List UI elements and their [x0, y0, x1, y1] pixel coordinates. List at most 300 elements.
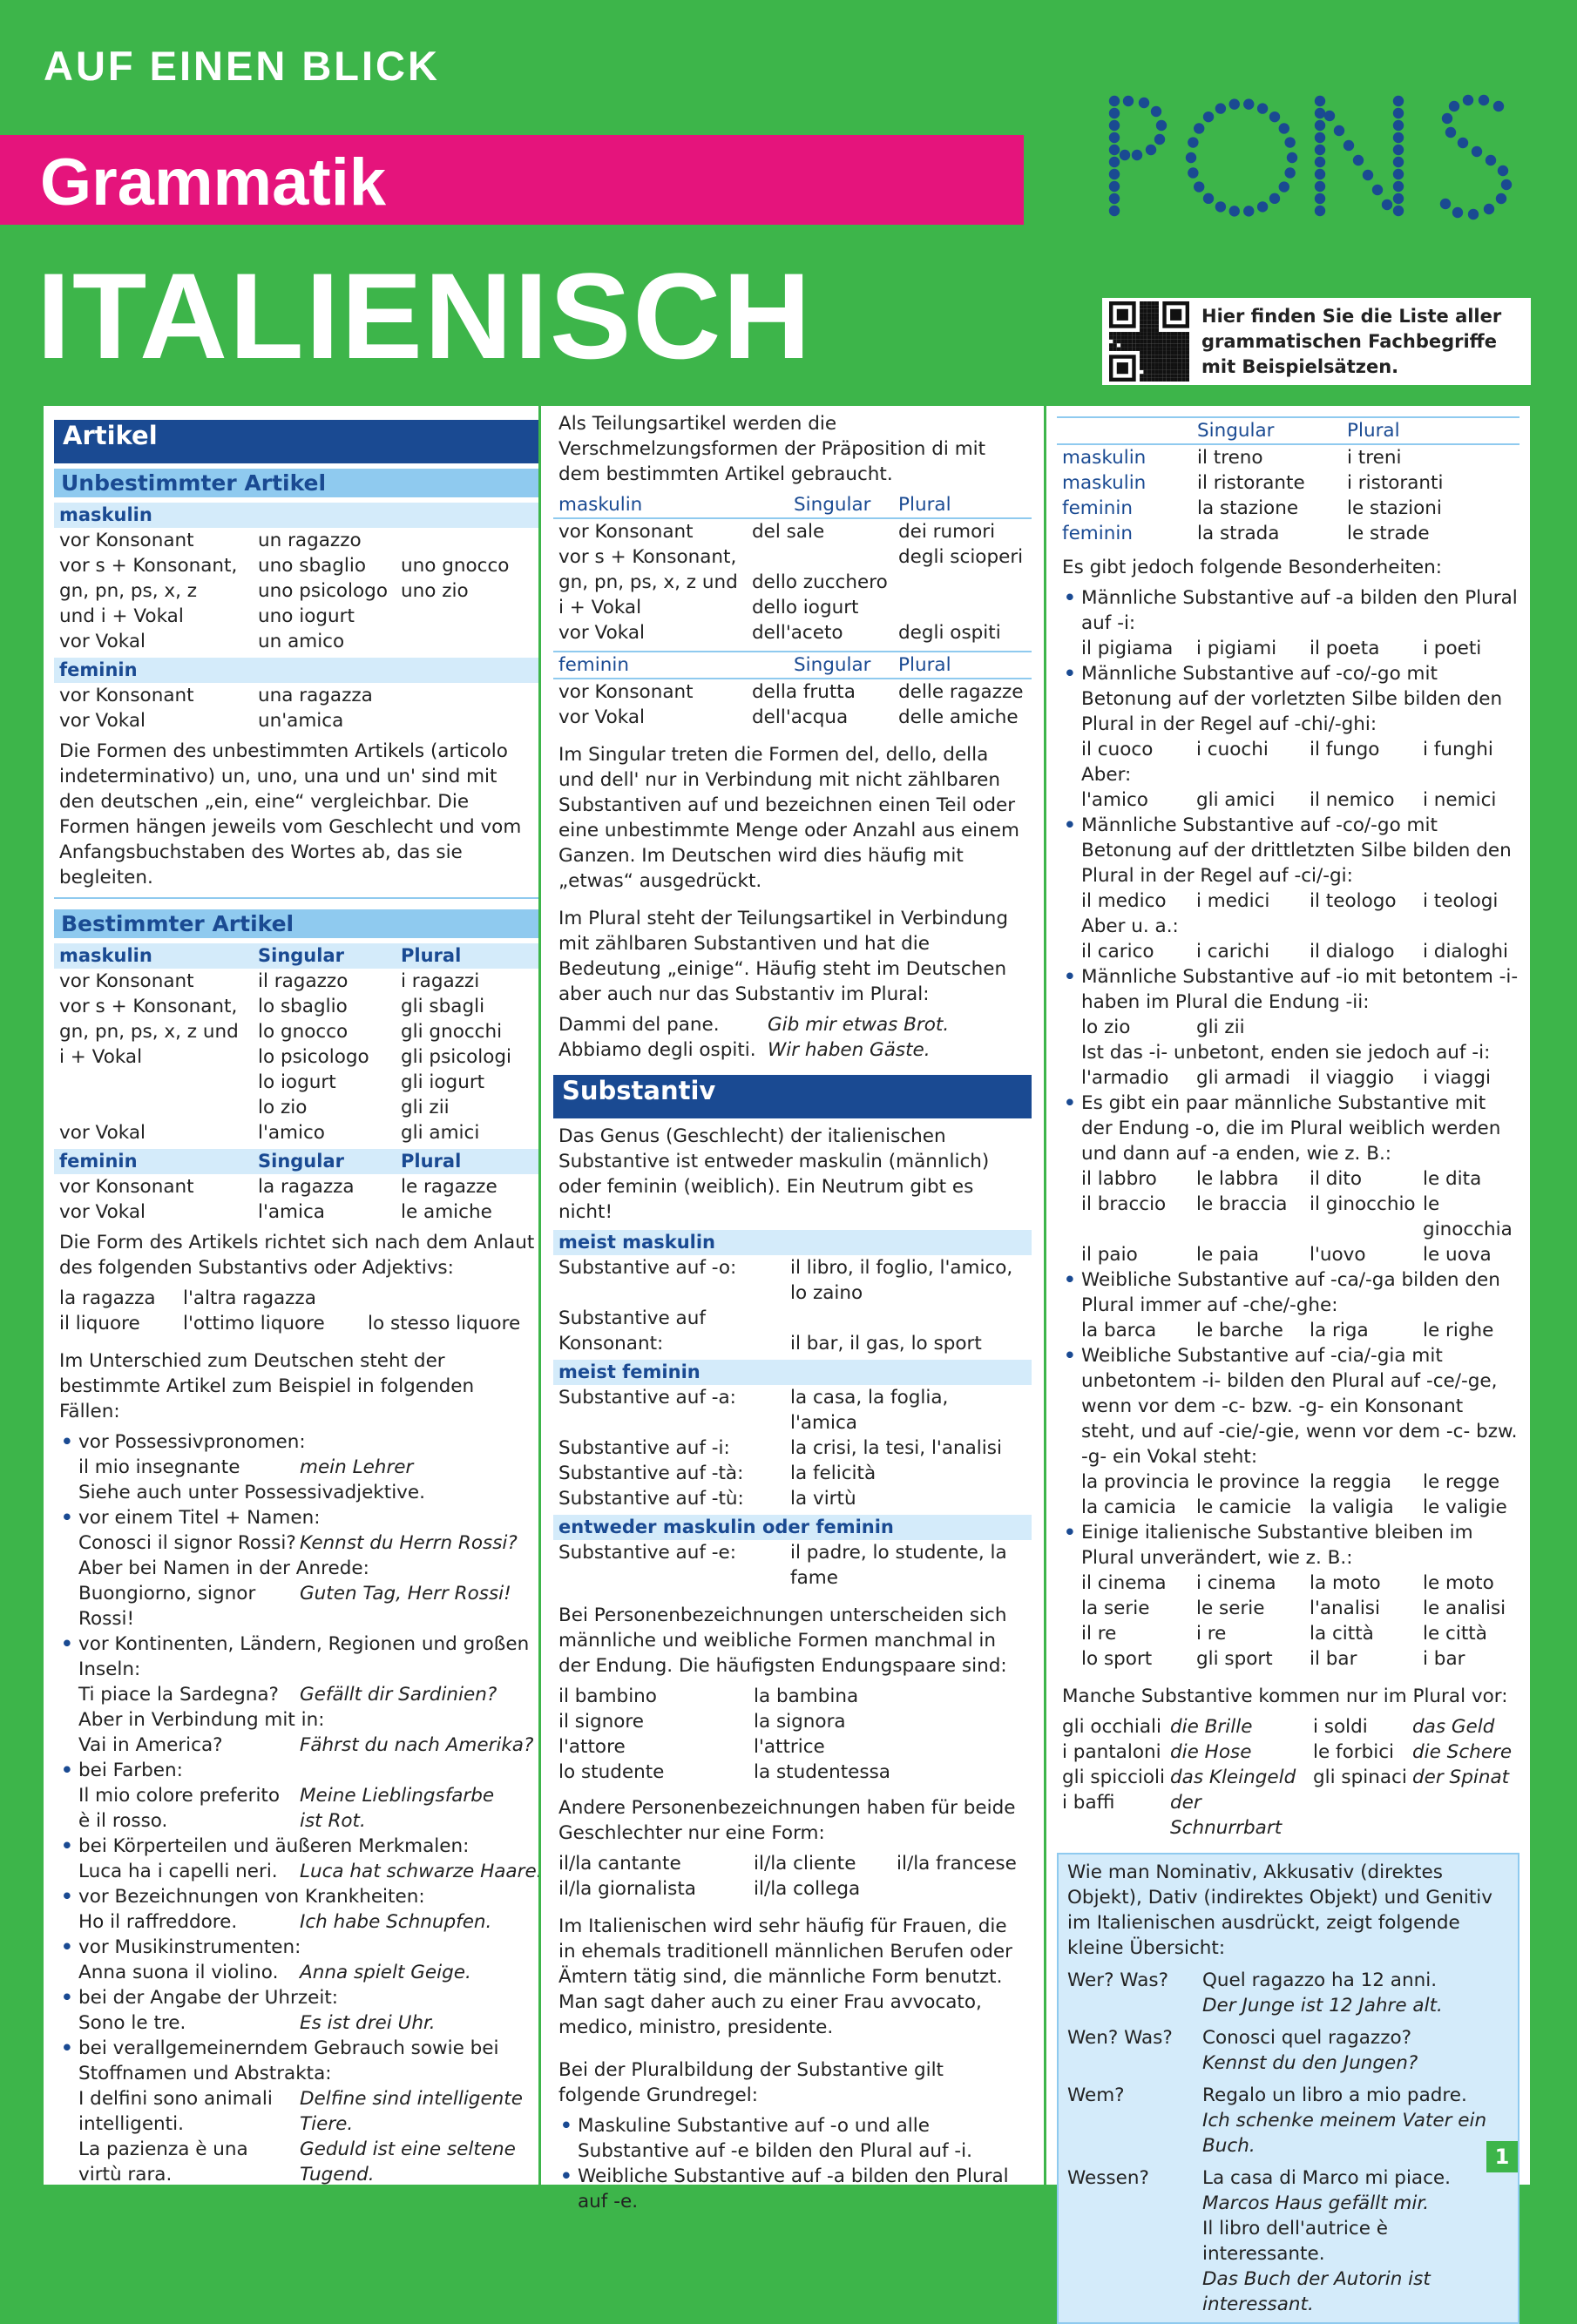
- qr-module: [1151, 335, 1154, 339]
- besonderheit-item: [1062, 964, 1519, 1091]
- qr-module: [1174, 343, 1177, 347]
- table-cell: l'ottimo liquore: [183, 1313, 325, 1334]
- example-cell: il medico: [1081, 890, 1167, 912]
- table-cell: la casa, la foglia, l'amica: [790, 1387, 949, 1434]
- table-cell: il/la francese: [897, 1853, 1017, 1875]
- qr-info-box: [1102, 298, 1531, 385]
- case-it: intelligenti.: [78, 2113, 184, 2135]
- qr-module: [1181, 348, 1185, 351]
- example-cell: il nemico: [1310, 789, 1395, 811]
- table-row: [54, 1044, 540, 1070]
- case-de: Anna spielt Geige.: [300, 1962, 471, 1983]
- example-cell: i nemici: [1423, 789, 1497, 811]
- table-cell: il libro, il foglio, l'amico,: [790, 1257, 1013, 1279]
- example-cell: l'uovo: [1310, 1244, 1366, 1266]
- table-row: [54, 1120, 540, 1145]
- example-cell: le città: [1423, 1623, 1487, 1645]
- qr-module: [1143, 340, 1147, 343]
- table-cell: [558, 1565, 790, 1591]
- case-line: [78, 1581, 540, 1632]
- qr-module: [1159, 366, 1162, 369]
- logo-dot: [1203, 193, 1214, 204]
- table-row: [54, 604, 540, 629]
- table-row: [54, 578, 540, 604]
- table-cell: i + Vokal: [558, 597, 642, 618]
- qr-module: [1113, 340, 1116, 343]
- table-cell: vor s + Konsonant,: [558, 546, 737, 568]
- example-cell: le province: [1196, 1471, 1300, 1493]
- qr-module: [1143, 328, 1147, 332]
- case-line: [78, 1455, 540, 1480]
- qr-module: [1155, 328, 1159, 332]
- example-cell: gli armadi: [1196, 1067, 1290, 1089]
- table-cell: l'amica: [258, 1201, 325, 1223]
- table-cell: dello iogurt: [752, 597, 859, 618]
- unbestimmt-masc-table: [54, 528, 540, 654]
- table-row: [54, 1311, 540, 1336]
- example-cell: le dita: [1423, 1168, 1482, 1190]
- table-row: [1057, 1740, 1519, 1765]
- table-cell: [401, 629, 531, 654]
- qr-module: [1147, 332, 1151, 335]
- case-de: Fährst du nach Amerika?: [300, 1734, 534, 1756]
- table-cell: il signore: [558, 1711, 644, 1733]
- example-cell: il viaggio: [1310, 1067, 1395, 1089]
- table-cell: feminin: [1062, 523, 1133, 544]
- logo-dot: [1479, 95, 1489, 105]
- personen-text: Bei Personenbezeichnungen unterscheiden sich männliche und weibliche Formen manchmal in der Endung. Die häufigsten Endungspaare sind:: [558, 1605, 1007, 1677]
- table-cell: Gib mir etwas Brot.: [768, 1014, 950, 1036]
- qr-module: [1178, 343, 1181, 347]
- example-cell: la riga: [1310, 1320, 1369, 1341]
- case-it: Buongiorno, signor Rossi!: [78, 1583, 256, 1630]
- table-row: [553, 544, 1032, 570]
- qr-module: [1162, 348, 1166, 351]
- table-row: [54, 994, 540, 1019]
- logo-dot: [1343, 140, 1354, 151]
- table-row: [553, 1760, 1032, 1785]
- logo-dot: [1194, 123, 1204, 133]
- logo-dot: [1257, 103, 1268, 113]
- case-de: Geduld ist eine seltene: [300, 2138, 516, 2160]
- logo-dot: [1194, 181, 1204, 192]
- page-title: ITALIENISCH: [37, 247, 813, 384]
- qr-module: [1155, 348, 1159, 351]
- unterschied-text: Im Unterschied zum Deutschen steht der bestimmte Artikel zum Beispiel in folgenden Fällen:: [59, 1350, 475, 1422]
- example-cell: l'armadio: [1081, 1067, 1169, 1089]
- table-cell: uno iogurt: [258, 605, 355, 627]
- table-cell: vor Vokal: [558, 706, 645, 728]
- qr-module: [1147, 359, 1151, 362]
- qr-module: [1143, 359, 1147, 362]
- qr-module: [1174, 378, 1177, 382]
- logo-dot: [1468, 209, 1479, 220]
- qr-module: [1140, 324, 1143, 328]
- qr-module: [1128, 335, 1132, 339]
- example-row: [1081, 939, 1519, 964]
- table-row: [553, 570, 1032, 595]
- qr-module: [1186, 343, 1189, 347]
- logo-dot: [1334, 125, 1344, 136]
- logo-dot: [1393, 206, 1404, 216]
- table-cell: vor Konsonant: [59, 970, 194, 992]
- qr-module: [1159, 374, 1162, 377]
- qr-module: [1140, 359, 1143, 362]
- qr-module: [1143, 305, 1147, 308]
- table-cell: del sale: [752, 521, 825, 543]
- example-row: [1081, 1242, 1519, 1267]
- table-row: [553, 1486, 1032, 1511]
- qr-module: [1178, 370, 1181, 374]
- kasus-it: Conosci quel ragazzo?: [1202, 2027, 1412, 2049]
- table-row: [1057, 1765, 1519, 1790]
- col-plural: Plural: [401, 1151, 462, 1172]
- teilung-fem-header: [553, 651, 1032, 679]
- logo-dot: [1315, 157, 1325, 167]
- qr-module: [1167, 370, 1170, 374]
- table-cell: [898, 570, 1038, 595]
- case-it: Il mio colore preferito: [78, 1785, 281, 1807]
- case-it: Siehe auch unter Possessivadjektive.: [78, 1482, 425, 1503]
- qr-module: [1162, 335, 1166, 339]
- case-it: I delfini sono animali: [78, 2088, 273, 2110]
- qr-module: [1128, 348, 1132, 351]
- logo-dot: [1442, 113, 1452, 124]
- table-cell: delle ragazze: [898, 681, 1024, 703]
- besonder-text: Es gibt jedoch folgende Besonderheiten:: [1062, 557, 1442, 578]
- table-cell: [1313, 1790, 1412, 1841]
- teilung-text-1: Im Singular treten die Formen del, dello, della und dell' nur in Verbindung mit nicht zählbaren Substantiven auf und bezeichnen einen Teil oder eine unbestimmte Menge oder Anzahl aus einem Ganzen. Im Deutschen wird dies häufig mit „etwas“ ausgedrückt.: [558, 744, 1019, 892]
- table-cell: vor Vokal: [59, 1122, 146, 1144]
- qr-module: [1147, 340, 1151, 343]
- qr-module: [1159, 335, 1162, 339]
- logo-dot: [1203, 111, 1214, 122]
- table-cell: das Kleingeld: [1170, 1767, 1296, 1788]
- example-cell: gli amici: [1196, 789, 1276, 811]
- table-cell: gli sbagli: [401, 996, 485, 1017]
- qr-module: [1125, 335, 1128, 339]
- table-cell: le ragazze: [401, 1176, 497, 1198]
- qr-module: [1117, 362, 1128, 374]
- table-cell: della frutta: [752, 681, 856, 703]
- table-cell: i soldi: [1313, 1716, 1368, 1738]
- plural-text: Bei der Pluralbildung der Substantive gilt folgende Grundregel:: [558, 2059, 944, 2106]
- table-cell: dell'aceto: [752, 622, 843, 644]
- qr-module: [1151, 355, 1154, 358]
- table-row: [553, 1037, 1032, 1063]
- qr-module: [1117, 335, 1120, 339]
- case-item: [59, 1834, 543, 1884]
- qr-module: [1155, 362, 1159, 366]
- qr-module: [1174, 332, 1177, 335]
- table-cell: le amiche: [401, 1201, 492, 1223]
- qr-module: [1174, 351, 1177, 355]
- qr-module: [1151, 301, 1154, 305]
- kasus-question: Wessen?: [1067, 2167, 1149, 2189]
- table-cell: [558, 1280, 790, 1306]
- table-cell: Dammi del pane.: [558, 1014, 720, 1036]
- qr-module: [1170, 309, 1181, 321]
- qr-module: [1162, 332, 1166, 335]
- table-cell: vor Konsonant: [558, 521, 694, 543]
- qr-module: [1136, 348, 1140, 351]
- table-cell: il treno: [1197, 447, 1263, 469]
- case-de: Tugend.: [300, 2164, 375, 2186]
- qr-module: [1167, 378, 1170, 382]
- example-cell: la provincia: [1081, 1471, 1190, 1493]
- table-row: [553, 1436, 1032, 1461]
- qr-module: [1181, 335, 1185, 339]
- kasus-de: Ich schenke meinem Vater ein Buch.: [1202, 2110, 1487, 2157]
- qr-module: [1155, 301, 1159, 305]
- subsection-unbestimmt: Unbestimmter Artikel: [54, 469, 540, 497]
- example-row: [1081, 1318, 1519, 1343]
- example-cell: le righe: [1423, 1320, 1494, 1341]
- logo-dot: [1243, 98, 1254, 109]
- example-cell: i bar: [1423, 1648, 1465, 1670]
- table-row: [553, 1012, 1032, 1037]
- table-cell: l'altra ragazza: [183, 1287, 316, 1309]
- example-row: [1081, 1065, 1519, 1091]
- table-cell: Substantive auf -e:: [558, 1542, 736, 1564]
- kasus-row: [1067, 2083, 1509, 2158]
- table-cell: vor Vokal: [59, 631, 146, 652]
- table-cell: [897, 1876, 1027, 1902]
- kasus-row: [1067, 2025, 1509, 2076]
- kasus-question: [1067, 2216, 1202, 2317]
- qr-module: [1155, 324, 1159, 328]
- table-row: [553, 1255, 1032, 1280]
- example-cell: gli zii: [1196, 1017, 1245, 1038]
- qr-module: [1125, 348, 1128, 351]
- table-row: [1057, 1714, 1519, 1740]
- example-cell: il labbro: [1081, 1168, 1157, 1190]
- qr-module: [1151, 340, 1154, 343]
- table-cell: die Hose: [1170, 1741, 1252, 1763]
- example-cell: i cinema: [1196, 1572, 1276, 1594]
- example-row: [1081, 888, 1519, 914]
- qr-module: [1186, 355, 1189, 358]
- example-cell: il paio: [1081, 1244, 1138, 1266]
- logo-dot: [1109, 181, 1120, 192]
- qr-module: [1167, 359, 1170, 362]
- col-singular: Singular: [258, 1151, 344, 1172]
- qr-module: [1143, 332, 1147, 335]
- case-it: Ti piace la Sardegna?: [78, 1684, 279, 1706]
- case-head: • bei der Angabe der Uhrzeit:: [78, 1987, 339, 2009]
- table-cell: vor Vokal: [59, 710, 146, 732]
- table-cell: Substantive auf -i:: [558, 1437, 730, 1459]
- table-cell: lo sbaglio: [258, 996, 348, 1017]
- table-row: [553, 519, 1032, 544]
- qr-module: [1181, 374, 1185, 377]
- qr-module: [1147, 324, 1151, 328]
- qr-module: [1162, 359, 1166, 362]
- table-cell: il bambino: [558, 1686, 657, 1707]
- table-cell: i treni: [1347, 447, 1402, 469]
- logo-dot: [1315, 96, 1325, 106]
- content-panel: [44, 406, 1530, 2315]
- table-row: [54, 683, 540, 708]
- table-cell: gli spiccioli: [1062, 1767, 1165, 1788]
- qr-module: [1128, 343, 1132, 347]
- qr-module: [1143, 301, 1147, 305]
- table-cell: gli zii: [401, 1097, 450, 1118]
- qr-module: [1136, 340, 1140, 343]
- table-row: [54, 629, 540, 654]
- table-cell: lo gnocco: [258, 1021, 349, 1043]
- case-item: [59, 1884, 540, 1935]
- qr-module: [1178, 366, 1181, 369]
- kasus-de: Kennst du den Jungen?: [1202, 2052, 1418, 2074]
- table-cell: la felicità: [790, 1463, 876, 1484]
- example-cell: il pigiama: [1081, 638, 1174, 659]
- logo-dot: [1393, 108, 1404, 118]
- qr-module: [1140, 362, 1143, 366]
- qr-module: [1174, 335, 1177, 339]
- qr-module: [1174, 374, 1177, 377]
- anlaut-text: Die Form des Artikels richtet sich nach dem Anlaut des folgenden Substantivs oder Adjektivs:: [59, 1232, 535, 1279]
- qr-module: [1181, 366, 1185, 369]
- qr-module: [1128, 332, 1132, 335]
- example-cell: le braccia: [1196, 1193, 1288, 1215]
- logo-dot: [1151, 106, 1161, 117]
- qr-module: [1170, 343, 1174, 347]
- qr-module: [1162, 340, 1166, 343]
- qr-text-line: mit Beispielsätzen.: [1201, 355, 1399, 377]
- besonderheiten-list: [1057, 585, 1519, 1672]
- example-cell: le analisi: [1423, 1598, 1506, 1619]
- qr-module: [1174, 362, 1177, 366]
- kasus-example: [1202, 2083, 1509, 2158]
- qr-module: [1120, 335, 1124, 339]
- table-cell: la crisi, la tesi, l'analisi: [790, 1437, 1002, 1459]
- nur-plural-table: [1057, 1714, 1519, 1841]
- group-header-meist-m: [553, 1230, 1032, 1255]
- qr-module: [1167, 332, 1170, 335]
- qr-module: [1140, 332, 1143, 335]
- case-line: [78, 1530, 540, 1556]
- table-row: [553, 705, 1032, 730]
- case-line: [78, 1960, 540, 1985]
- table-cell: una ragazza: [258, 685, 373, 706]
- case-item: [59, 1632, 540, 1758]
- qr-text-line: Hier finden Sie die Liste aller: [1201, 305, 1502, 327]
- qr-module: [1140, 321, 1143, 324]
- table-cell: il/la cliente: [754, 1853, 856, 1875]
- table-cell: [59, 1070, 258, 1095]
- qr-module: [1151, 317, 1154, 321]
- logo-dot: [1257, 201, 1268, 212]
- group-label: feminin: [59, 659, 138, 680]
- logo-dot: [1393, 145, 1404, 155]
- col-singular: Singular: [794, 654, 871, 676]
- qr-module: [1186, 340, 1189, 343]
- case-it: Aber in Verbindung mit in:: [78, 1709, 325, 1731]
- table-row: [553, 1280, 1032, 1306]
- qr-module: [1128, 340, 1132, 343]
- table-cell: [401, 528, 531, 553]
- qr-module: [1186, 374, 1189, 377]
- table-cell: vor Vokal: [558, 622, 645, 644]
- example-cell: gli sport: [1196, 1648, 1273, 1670]
- qr-module: [1151, 378, 1154, 382]
- example-cell: la barca: [1081, 1320, 1157, 1341]
- kasus-example: [1202, 2025, 1418, 2076]
- table-cell: lo psicologo: [258, 1046, 369, 1068]
- table-row: [54, 1070, 540, 1095]
- qr-module: [1143, 378, 1147, 382]
- qr-module: [1162, 362, 1166, 366]
- logo-dot: [1186, 152, 1196, 163]
- besonderheit-text: • Weibliche Substantive auf -cia/-gia mit unbetontem -i- bilden den Plural auf -ce/-ge, wenn vor dem -c- bzw. -g- ein Konsonant steht, und auf -cie/-gie, wenn vor dem -c- bzw. -g- ein Vokal steht:: [1081, 1345, 1518, 1468]
- example-cell: il dialogo: [1310, 941, 1395, 963]
- qr-module: [1178, 362, 1181, 366]
- case-item: [59, 1985, 540, 2036]
- case-de: Kennst du Herrn Rossi?: [300, 1532, 518, 1554]
- qr-module: [1143, 335, 1147, 339]
- logo-dot: [1324, 111, 1335, 121]
- table-cell: il/la collega: [754, 1878, 861, 1900]
- qr-module: [1162, 374, 1166, 377]
- example-cell: le barche: [1196, 1320, 1283, 1341]
- qr-module: [1151, 366, 1154, 369]
- table-cell: la stazione: [1197, 497, 1299, 519]
- qr-module: [1143, 343, 1147, 347]
- qr-module: [1181, 359, 1185, 362]
- qr-module: [1155, 351, 1159, 355]
- table-row: [54, 1095, 540, 1120]
- example-cell: l'analisi: [1310, 1598, 1380, 1619]
- qr-module: [1151, 313, 1154, 316]
- table-row: [1057, 470, 1519, 496]
- case-line: [78, 1909, 540, 1935]
- qr-module: [1159, 351, 1162, 355]
- group-header-mf: [553, 1515, 1032, 1540]
- table-cell: la ragazza: [59, 1287, 156, 1309]
- case-line: [78, 1480, 540, 1505]
- case-item: [59, 2036, 540, 2187]
- case-de: Gefällt dir Sardinien?: [300, 1684, 497, 1706]
- case-head: • vor Bezeichnungen von Krankheiten:: [78, 1886, 425, 1908]
- table-cell: la bambina: [754, 1686, 859, 1707]
- group-label: meist feminin: [558, 1361, 701, 1382]
- table-cell: fame: [790, 1567, 838, 1589]
- qr-module: [1147, 362, 1151, 366]
- case-line: [78, 2086, 540, 2111]
- example-cell: lo zio: [1081, 1017, 1131, 1038]
- col-plural: Plural: [1347, 420, 1400, 442]
- qr-module: [1170, 378, 1174, 382]
- example-cell: il dito: [1310, 1168, 1362, 1190]
- kasus-row: [1067, 2216, 1509, 2317]
- table-cell: la studentessa: [754, 1761, 890, 1783]
- qr-module: [1167, 351, 1170, 355]
- teilung-text-2: Im Plural steht der Teilungsartikel in Verbindung mit zählbaren Substantiven und hat die Bedeutung „einige“. Häufig steht im Deutschen aber auch nur das Substantiv im Plural:: [558, 908, 1009, 1005]
- table-cell: gli amici: [401, 1122, 480, 1144]
- qr-module: [1181, 340, 1185, 343]
- table-cell: lo zio: [258, 1097, 308, 1118]
- besonderheit-item: [1062, 1343, 1519, 1520]
- logo-dot: [1109, 120, 1120, 131]
- qr-module: [1120, 340, 1124, 343]
- qr-module: [1178, 348, 1181, 351]
- case-de: Tiere.: [300, 2113, 354, 2135]
- logo-dot: [1215, 103, 1226, 113]
- logo-dot: [1393, 132, 1404, 143]
- example-cell: il ginocchio: [1310, 1193, 1416, 1215]
- example-cell: i medici: [1196, 890, 1270, 912]
